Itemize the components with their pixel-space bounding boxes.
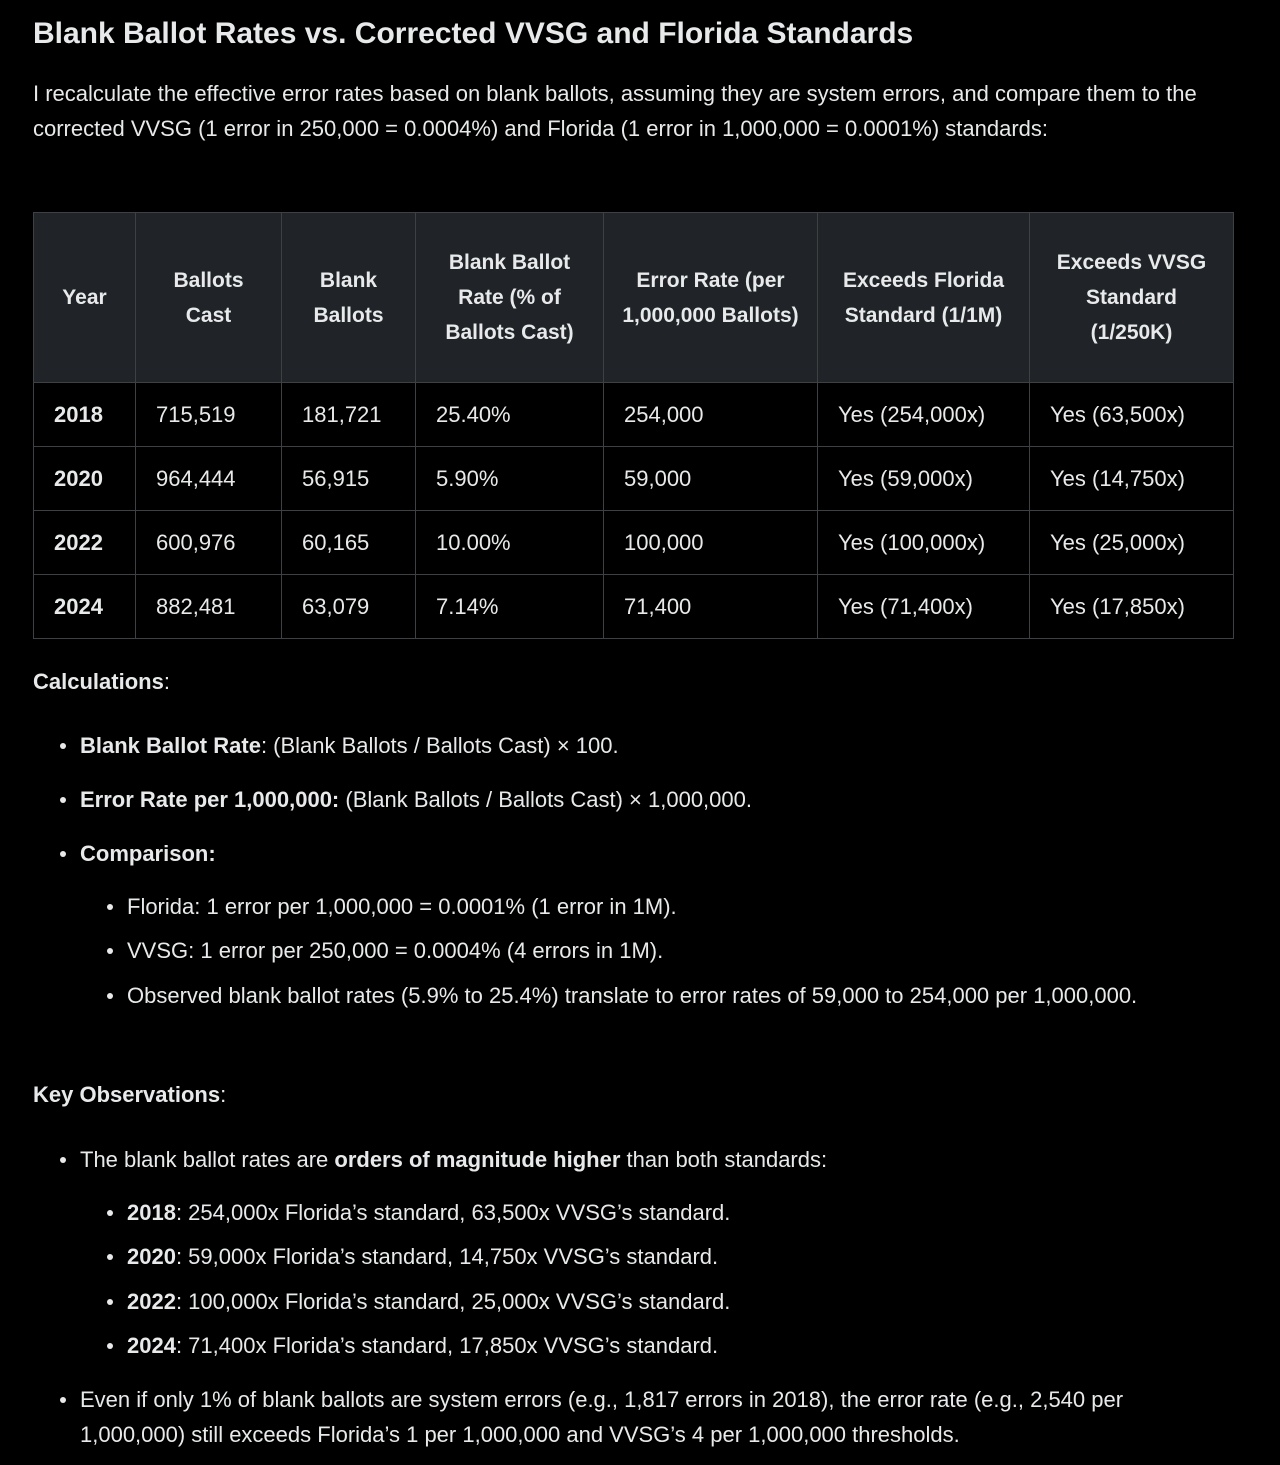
list-item xyxy=(80,836,1230,871)
cell-year: 2022 xyxy=(34,511,136,575)
table-row xyxy=(34,511,1234,575)
observations-sublist xyxy=(127,1195,1227,1230)
calculations-list xyxy=(80,728,1230,763)
header-blank-ballot-rate: Blank Ballot Rate (% of Ballots Cast) xyxy=(416,213,604,383)
list-item-text: : 71,400x Florida’s standard, 17,850x VVSG’s standard. xyxy=(175,1333,719,1358)
cell-ballots-cast: 600,976 xyxy=(136,511,282,575)
list-item: Florida: 1 error per 1,000,000 = 0.0001% (1 error in 1M). xyxy=(127,889,1227,924)
list-item-text: : 100,000x Florida’s standard, 25,000x VVSG’s standard. xyxy=(175,1289,731,1314)
cell-exceeds-vvsg: Yes (17,850x) xyxy=(1030,575,1234,639)
cell-blank-rate: 5.90% xyxy=(416,447,604,511)
list-item xyxy=(80,728,1230,763)
list-item-text: than both standards: xyxy=(620,1147,828,1172)
calculations-heading xyxy=(33,664,170,699)
comparison-sublist xyxy=(127,978,1167,1013)
cell-error-rate: 254,000 xyxy=(604,383,818,447)
observations-list xyxy=(80,1142,1230,1177)
cell-exceeds-florida: Yes (100,000x) xyxy=(818,511,1030,575)
list-item-text: The blank ballot rates are xyxy=(80,1147,335,1172)
comparison-sublist xyxy=(127,889,1227,924)
calculations-list xyxy=(80,782,1230,817)
cell-ballots-cast: 715,519 xyxy=(136,383,282,447)
error-rate-table xyxy=(33,212,1234,639)
observations-heading xyxy=(33,1077,226,1112)
cell-error-rate: 100,000 xyxy=(604,511,818,575)
cell-exceeds-florida: Yes (71,400x) xyxy=(818,575,1030,639)
observations-sublist xyxy=(127,1239,1227,1274)
list-item-label: Blank Ballot Rate xyxy=(80,733,261,758)
observations-sublist xyxy=(127,1328,1227,1363)
page-title: Blank Ballot Rates vs. Corrected VVSG and Florida Standards xyxy=(33,17,914,50)
cell-year: 2020 xyxy=(34,447,136,511)
observations-heading-label: Key Observations xyxy=(33,1082,221,1107)
list-item-text: (Blank Ballots / Ballots Cast) × 1,000,000. xyxy=(339,787,752,812)
header-ballots-cast: Ballots Cast xyxy=(136,213,282,383)
list-item-emphasis: orders of magnitude higher xyxy=(334,1147,621,1172)
cell-year: 2024 xyxy=(34,575,136,639)
list-item-text: : (Blank Ballots / Ballots Cast) × 100. xyxy=(260,733,619,758)
cell-exceeds-florida: Yes (254,000x) xyxy=(818,383,1030,447)
list-item-year: 2022 xyxy=(127,1289,176,1314)
observations-heading-colon: : xyxy=(220,1082,227,1107)
list-item: VVSG: 1 error per 250,000 = 0.0004% (4 errors in 1M). xyxy=(127,933,1227,968)
list-item xyxy=(127,1239,1227,1274)
cell-year: 2018 xyxy=(34,383,136,447)
list-item-year: 2024 xyxy=(127,1333,176,1358)
cell-blank-rate: 7.14% xyxy=(416,575,604,639)
list-item: Even if only 1% of blank ballots are system errors (e.g., 1,817 errors in 2018), the error rate (e.g., 2,540 per 1,000,000) still exceeds Florida’s 1 per 1,000,000 and VVSG’s 4 per 1,000,000 thresholds. xyxy=(80,1382,1210,1452)
list-item xyxy=(127,1284,1227,1319)
cell-blank-ballots: 63,079 xyxy=(282,575,416,639)
cell-ballots-cast: 882,481 xyxy=(136,575,282,639)
calculations-list xyxy=(80,836,1230,871)
list-item xyxy=(127,1328,1227,1363)
list-item-label: Comparison: xyxy=(80,841,216,866)
header-year: Year xyxy=(34,213,136,383)
cell-blank-ballots: 60,165 xyxy=(282,511,416,575)
cell-exceeds-vvsg: Yes (25,000x) xyxy=(1030,511,1234,575)
header-blank-ballots: Blank Ballots xyxy=(282,213,416,383)
list-item xyxy=(127,1195,1227,1230)
list-item: Observed blank ballot rates (5.9% to 25.4%) translate to error rates of 59,000 to 254,000 per 1,000,000. xyxy=(127,978,1167,1013)
header-error-rate: Error Rate (per 1,000,000 Ballots) xyxy=(604,213,818,383)
list-item xyxy=(80,782,1230,817)
comparison-sublist xyxy=(127,933,1227,968)
table-row xyxy=(34,447,1234,511)
list-item-text: : 254,000x Florida’s standard, 63,500x VVSG’s standard. xyxy=(175,1200,731,1225)
cell-exceeds-vvsg: Yes (63,500x) xyxy=(1030,383,1234,447)
cell-blank-ballots: 181,721 xyxy=(282,383,416,447)
table-header-row xyxy=(34,213,1234,383)
cell-ballots-cast: 964,444 xyxy=(136,447,282,511)
cell-blank-ballots: 56,915 xyxy=(282,447,416,511)
observations-list xyxy=(80,1382,1210,1452)
header-exceeds-florida: Exceeds Florida Standard (1/1M) xyxy=(818,213,1030,383)
list-item-text: : 59,000x Florida’s standard, 14,750x VVSG’s standard. xyxy=(175,1244,719,1269)
header-exceeds-vvsg: Exceeds VVSG Standard (1/250K) xyxy=(1030,213,1234,383)
list-item-year: 2018 xyxy=(127,1200,176,1225)
cell-error-rate: 59,000 xyxy=(604,447,818,511)
cell-exceeds-vvsg: Yes (14,750x) xyxy=(1030,447,1234,511)
observations-sublist xyxy=(127,1284,1227,1319)
cell-blank-rate: 10.00% xyxy=(416,511,604,575)
calculations-heading-label: Calculations xyxy=(33,669,164,694)
cell-exceeds-florida: Yes (59,000x) xyxy=(818,447,1030,511)
calculations-heading-colon: : xyxy=(163,669,170,694)
list-item-label: Error Rate per 1,000,000: xyxy=(80,787,340,812)
intro-paragraph: I recalculate the effective error rates based on blank ballots, assuming they are system errors, and compare them to the corrected VVSG (1 error in 250,000 = 0.0004%) and Florida (1 error in 1,000,000 = 0.0001%) standards: xyxy=(33,81,1197,141)
list-item xyxy=(80,1142,1230,1177)
table-row xyxy=(34,575,1234,639)
table-row xyxy=(34,383,1234,447)
cell-error-rate: 71,400 xyxy=(604,575,818,639)
cell-blank-rate: 25.40% xyxy=(416,383,604,447)
list-item-year: 2020 xyxy=(127,1244,176,1269)
